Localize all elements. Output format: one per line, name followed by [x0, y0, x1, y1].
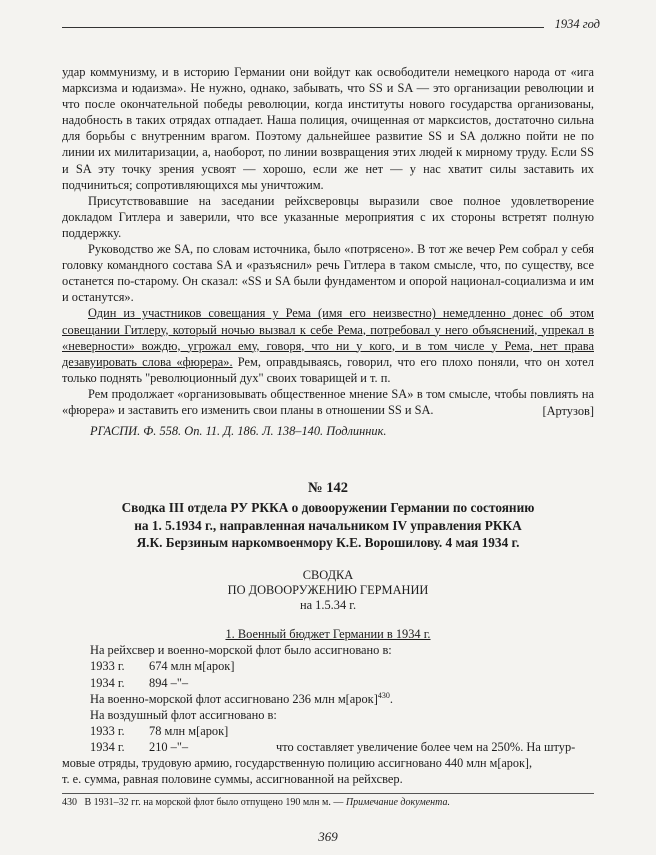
footnote-number: 430: [62, 797, 77, 808]
document-number: № 142: [308, 480, 348, 496]
budget-year: 1933 г.: [90, 724, 125, 738]
paragraph-5: Рем продолжает «организовывать общественное мнение SA» в том смысле, чтобы повлиять на «фюрера» и заставить его изменить свои планы в отношении SS и SA.: [62, 386, 594, 417]
navy-budget: На военно-морской флот ассигновано 236 млн м[арок]$^{430}$.: [90, 690, 393, 706]
footnote: [62, 797, 450, 808]
title-line: Сводка III отдела РУ РККА о довооружении Германии по состоянию: [121, 500, 535, 515]
budget-intro: На рейхсвер и военно-морской флот было ассигновано в:: [90, 643, 392, 657]
paragraph-2: Присутствовавшие на заседании рейхсверовцы выразили свое полное удовлетворение докладом Гитлера и заверили, что все указанные мероприятия с их стороны встретят полную поддержку.: [62, 193, 594, 240]
budget-amount: 210 –"–: [149, 740, 189, 754]
archive-source: РГАСПИ. Ф. 558. Оп. 11. Д. 186. Л. 138–140. Подлинник.: [90, 424, 387, 438]
title-line: на 1. 5.1934 г., направленная начальником IV управления РККА: [134, 517, 522, 533]
paragraph-1: удар коммунизму, и в историю Германии они войдут как освободители немецкого народа от «ига марксизма и юдаизма». Не нужно, однако, забывать, что SS и SA — это организации революции и что после окончательной победы революции, когда институты нового государства организованы, надобность в таких отрядах отпадает. Наша полиция, очищенная от марксистов, достаточно сильна для борьбы с внутренним врагом. Поэтому дальнейшее развитие SS и SA должно пойти не по линии их милитаризации, а, наоборот, по линии возвращения этих людей к мирному труду. Если SS и SA эту точку зрения усвоят — хорошо, если же нет — у нас хватит силы заставить их подчиниться; сопротивляющихся мы уничтожим.: [62, 65, 594, 192]
footnote-text: В 1931–32 гг. на морской флот было отпущено 190 млн м. —: [84, 797, 344, 808]
letter-text: [62, 64, 594, 418]
section-title: 1. Военный бюджет Германии в 1934 г.: [225, 627, 431, 641]
budget-year: 1934 г.: [90, 676, 125, 690]
navy-budget-text: На военно-морской флот ассигновано 236 млн м[арок]: [90, 692, 378, 706]
summary-subheading: ПО ДОВООРУЖЕНИЮ ГЕРМАНИИ: [227, 583, 429, 597]
header-rule: [62, 27, 544, 28]
underlined-passage: Один из участников совещания у Рема (имя его неизвестно) немедленно донес об этом совещании Гитлеру, который ночью вызвал к себе Рема, потребовал у него объяснений, упрекал в «неверности» вождю, угрожал ему, говоря, что ни у кого, и в том числе у Рема, нет права дезавуировать слова «фюрера».: [62, 306, 594, 369]
paragraph-4-rest: Рем, оправдываясь, говорил, что его плохо поняли, что он хотел только поднять "революционный дух" своих товарищей и т. п.: [62, 354, 594, 385]
air-increase-text: мовые отряды, трудовую армию, государственную полицию ассигновано 440 млн м[арок],: [62, 756, 533, 770]
summary-date: на 1.5.34 г.: [299, 598, 357, 612]
air-intro: На воздушный флот ассигновано в:: [90, 708, 277, 722]
budget-year: 1934 г.: [90, 740, 125, 754]
budget-amount: 78 млн м[арок]: [149, 724, 229, 738]
budget-amount: 894 –"–: [149, 676, 189, 690]
footnote-note: Примечание документа.: [345, 797, 450, 808]
air-increase-text: т. е. сумма, равная половине суммы, ассигнованной на рейхсвер.: [62, 772, 403, 786]
running-head: 1934 год: [554, 17, 600, 31]
footnote-rule: [62, 793, 594, 794]
air-increase-text: что составляет увеличение более чем на 250%. На штур-: [276, 740, 576, 754]
footnote-ref: 430: [377, 690, 390, 700]
paragraph-3: Руководство же SA, по словам источника, было «потрясено». В тот же вечер Рем собрал у себя головку командного состава SA и «разъяснил» речь Гитлера в таком смысле, что, по существу, все останется по-старому. Он сказал: «SS и SA были фундаментом и опорой национал-социализма и им и останутся».: [62, 242, 594, 305]
document-title: [70, 499, 586, 552]
signature: [Артузов]: [542, 404, 594, 418]
summary-heading: СВОДКА: [302, 568, 354, 582]
budget-amount: 674 млн м[арок]: [149, 659, 235, 673]
page-number: 369: [318, 829, 338, 844]
paragraph-4: [62, 305, 594, 385]
title-line: Я.К. Берзиным наркомвоенмору К.Е. Ворошилову. 4 мая 1934 г.: [136, 535, 520, 550]
budget-year: 1933 г.: [90, 659, 125, 673]
